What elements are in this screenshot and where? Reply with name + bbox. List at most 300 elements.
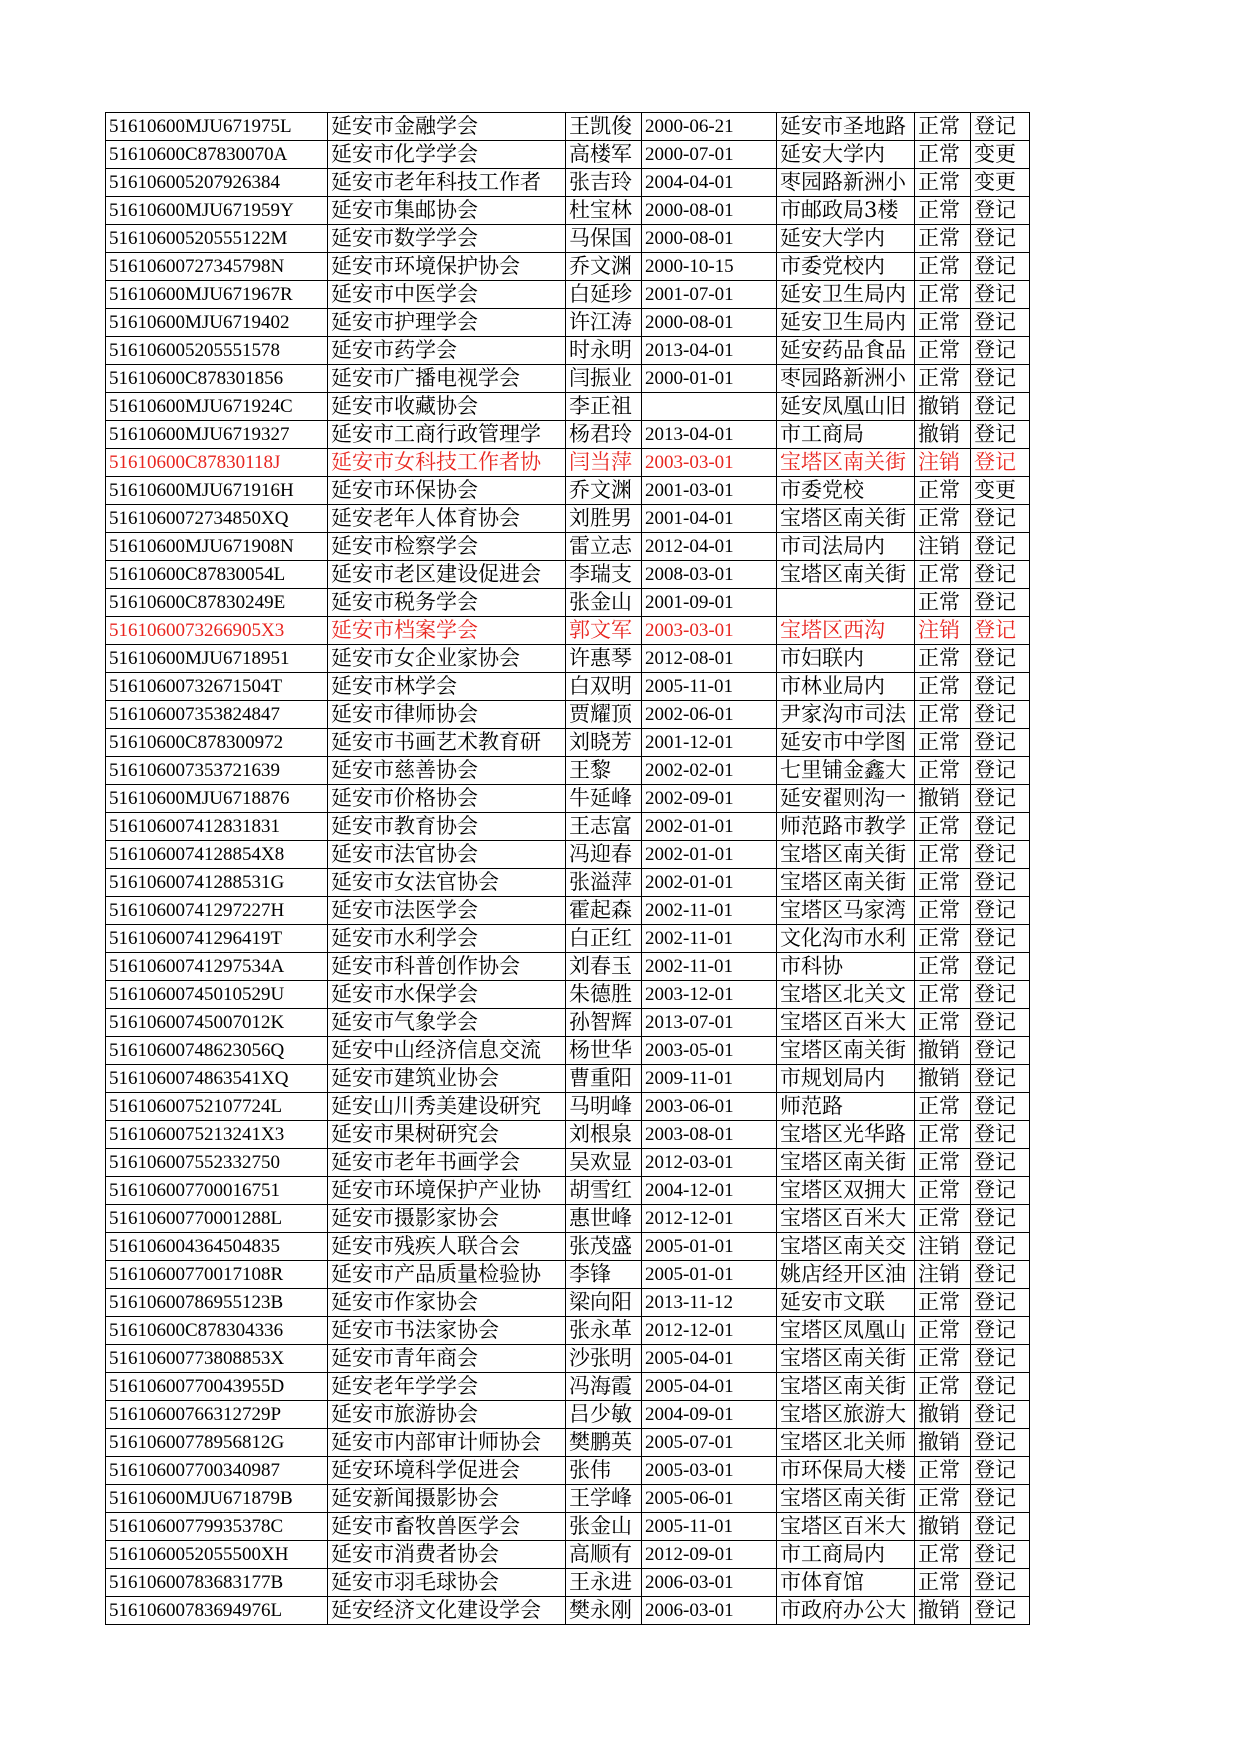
- cell-type[interactable]: 登记: [971, 1317, 1030, 1345]
- cell-date[interactable]: 2003-06-01: [642, 1093, 777, 1121]
- cell-date[interactable]: 2005-01-01: [642, 1261, 777, 1289]
- cell-person[interactable]: 白延珍: [566, 281, 642, 309]
- cell-type[interactable]: 登记: [971, 813, 1030, 841]
- cell-code[interactable]: 51610600770043955D: [106, 1373, 328, 1401]
- cell-type[interactable]: 登记: [971, 365, 1030, 393]
- cell-status[interactable]: 正常: [915, 813, 971, 841]
- cell-name[interactable]: 延安市税务学会: [328, 589, 566, 617]
- cell-person[interactable]: 王志富: [566, 813, 642, 841]
- cell-person[interactable]: 高顺有: [566, 1541, 642, 1569]
- cell-type[interactable]: 登记: [971, 757, 1030, 785]
- cell-name[interactable]: 延安市老区建设促进会: [328, 561, 566, 589]
- cell-date[interactable]: 2005-01-01: [642, 1233, 777, 1261]
- cell-address[interactable]: 市妇联内: [777, 645, 915, 673]
- cell-date[interactable]: 2003-12-01: [642, 981, 777, 1009]
- table-row[interactable]: [106, 645, 1030, 673]
- cell-person[interactable]: 张永革: [566, 1317, 642, 1345]
- cell-address[interactable]: 宝塔区北关文: [777, 981, 915, 1009]
- table-row[interactable]: [106, 1569, 1030, 1597]
- table-row[interactable]: [106, 1401, 1030, 1429]
- cell-date[interactable]: 2006-03-01: [642, 1569, 777, 1597]
- cell-code[interactable]: 51610600745007012K: [106, 1009, 328, 1037]
- cell-code[interactable]: 51610600779935378C: [106, 1513, 328, 1541]
- cell-name[interactable]: 延安环境科学促进会: [328, 1457, 566, 1485]
- cell-name[interactable]: 延安经济文化建设学会: [328, 1597, 566, 1625]
- table-row[interactable]: [106, 757, 1030, 785]
- cell-status[interactable]: 正常: [915, 561, 971, 589]
- cell-address[interactable]: 宝塔区南关街: [777, 1373, 915, 1401]
- cell-name[interactable]: 延安市女企业家协会: [328, 645, 566, 673]
- cell-person[interactable]: 孙智辉: [566, 1009, 642, 1037]
- cell-status[interactable]: 正常: [915, 1289, 971, 1317]
- cell-person[interactable]: 李瑞支: [566, 561, 642, 589]
- cell-address[interactable]: 市政府办公大: [777, 1597, 915, 1625]
- cell-date[interactable]: 2001-09-01: [642, 589, 777, 617]
- cell-date[interactable]: 2003-03-01: [642, 449, 777, 477]
- cell-code[interactable]: 51610600773808853X: [106, 1345, 328, 1373]
- cell-type[interactable]: 登记: [971, 561, 1030, 589]
- cell-code[interactable]: 516106004364504835: [106, 1233, 328, 1261]
- cell-type[interactable]: 登记: [971, 1205, 1030, 1233]
- cell-date[interactable]: 2001-04-01: [642, 505, 777, 533]
- cell-type[interactable]: 登记: [971, 225, 1030, 253]
- cell-date[interactable]: 2002-06-01: [642, 701, 777, 729]
- cell-date[interactable]: 2013-11-12: [642, 1289, 777, 1317]
- cell-status[interactable]: 正常: [915, 1205, 971, 1233]
- table-row[interactable]: [106, 673, 1030, 701]
- cell-status[interactable]: 注销: [915, 1233, 971, 1261]
- cell-status[interactable]: 正常: [915, 841, 971, 869]
- cell-name[interactable]: 延安市气象学会: [328, 1009, 566, 1037]
- cell-code[interactable]: 51610600741296419T: [106, 925, 328, 953]
- cell-status[interactable]: 撤销: [915, 1513, 971, 1541]
- cell-type[interactable]: 登记: [971, 1345, 1030, 1373]
- table-row[interactable]: [106, 589, 1030, 617]
- cell-code[interactable]: 51610600727345798N: [106, 253, 328, 281]
- cell-status[interactable]: 正常: [915, 337, 971, 365]
- cell-person[interactable]: 闫振业: [566, 365, 642, 393]
- cell-code[interactable]: 51610600MJU671908N: [106, 533, 328, 561]
- cell-type[interactable]: 登记: [971, 253, 1030, 281]
- cell-type[interactable]: 登记: [971, 1121, 1030, 1149]
- cell-address[interactable]: 延安卫生局内: [777, 309, 915, 337]
- cell-address[interactable]: 延安凤凰山旧: [777, 393, 915, 421]
- cell-status[interactable]: 撤销: [915, 1429, 971, 1457]
- cell-type[interactable]: 登记: [971, 617, 1030, 645]
- cell-status[interactable]: 正常: [915, 897, 971, 925]
- cell-address[interactable]: 师范路: [777, 1093, 915, 1121]
- cell-person[interactable]: 张茂盛: [566, 1233, 642, 1261]
- table-row[interactable]: [106, 253, 1030, 281]
- cell-person[interactable]: 牛延峰: [566, 785, 642, 813]
- cell-code[interactable]: 516106007700016751: [106, 1177, 328, 1205]
- cell-address[interactable]: 宝塔区双拥大: [777, 1177, 915, 1205]
- cell-person[interactable]: 王学峰: [566, 1485, 642, 1513]
- cell-date[interactable]: 2002-11-01: [642, 897, 777, 925]
- table-row[interactable]: [106, 141, 1030, 169]
- cell-person[interactable]: 王凯俊: [566, 113, 642, 141]
- cell-date[interactable]: 2003-08-01: [642, 1121, 777, 1149]
- cell-name[interactable]: 延安市检察学会: [328, 533, 566, 561]
- cell-type[interactable]: 登记: [971, 113, 1030, 141]
- table-row[interactable]: [106, 869, 1030, 897]
- cell-name[interactable]: 延安市法官协会: [328, 841, 566, 869]
- cell-address[interactable]: 市环保局大楼: [777, 1457, 915, 1485]
- cell-status[interactable]: 注销: [915, 449, 971, 477]
- table-row[interactable]: [106, 1429, 1030, 1457]
- cell-date[interactable]: 2005-11-01: [642, 1513, 777, 1541]
- table-row[interactable]: [106, 729, 1030, 757]
- cell-address[interactable]: 延安药品食品: [777, 337, 915, 365]
- cell-person[interactable]: 王黎: [566, 757, 642, 785]
- cell-person[interactable]: 许江涛: [566, 309, 642, 337]
- cell-status[interactable]: 正常: [915, 953, 971, 981]
- table-row[interactable]: [106, 1261, 1030, 1289]
- cell-address[interactable]: 宝塔区百米大: [777, 1009, 915, 1037]
- cell-date[interactable]: 2002-11-01: [642, 925, 777, 953]
- cell-code[interactable]: 51610600766312729P: [106, 1401, 328, 1429]
- cell-status[interactable]: 正常: [915, 253, 971, 281]
- cell-person[interactable]: 白正红: [566, 925, 642, 953]
- cell-person[interactable]: 霍起森: [566, 897, 642, 925]
- cell-type[interactable]: 登记: [971, 1009, 1030, 1037]
- cell-person[interactable]: 曹重阳: [566, 1065, 642, 1093]
- cell-person[interactable]: 白双明: [566, 673, 642, 701]
- cell-type[interactable]: 登记: [971, 1401, 1030, 1429]
- cell-person[interactable]: 胡雪红: [566, 1177, 642, 1205]
- cell-date[interactable]: 2000-08-01: [642, 225, 777, 253]
- cell-name[interactable]: 延安市慈善协会: [328, 757, 566, 785]
- cell-address[interactable]: 延安市中学图: [777, 729, 915, 757]
- cell-address[interactable]: 宝塔区南关交: [777, 1233, 915, 1261]
- cell-name[interactable]: 延安中山经济信息交流: [328, 1037, 566, 1065]
- cell-address[interactable]: 延安市文联: [777, 1289, 915, 1317]
- table-row[interactable]: [106, 841, 1030, 869]
- table-row[interactable]: [106, 309, 1030, 337]
- cell-date[interactable]: 2001-07-01: [642, 281, 777, 309]
- cell-date[interactable]: 2009-11-01: [642, 1065, 777, 1093]
- table-row[interactable]: [106, 1485, 1030, 1513]
- cell-address[interactable]: 宝塔区南关街: [777, 1037, 915, 1065]
- cell-code[interactable]: 51610600732671504T: [106, 673, 328, 701]
- cell-type[interactable]: 登记: [971, 1569, 1030, 1597]
- cell-person[interactable]: 刘根泉: [566, 1121, 642, 1149]
- cell-name[interactable]: 延安老年学学会: [328, 1373, 566, 1401]
- table-row[interactable]: [106, 813, 1030, 841]
- cell-address[interactable]: 延安翟则沟一: [777, 785, 915, 813]
- cell-type[interactable]: 登记: [971, 925, 1030, 953]
- cell-address[interactable]: 宝塔区光华路: [777, 1121, 915, 1149]
- cell-address[interactable]: 师范路市教学: [777, 813, 915, 841]
- table-row[interactable]: [106, 1317, 1030, 1345]
- cell-address[interactable]: 枣园路新洲小: [777, 365, 915, 393]
- cell-type[interactable]: 登记: [971, 1429, 1030, 1457]
- table-row[interactable]: [106, 505, 1030, 533]
- cell-date[interactable]: 2012-04-01: [642, 533, 777, 561]
- cell-code[interactable]: 51610600783694976L: [106, 1597, 328, 1625]
- cell-status[interactable]: 正常: [915, 1541, 971, 1569]
- cell-date[interactable]: 2013-04-01: [642, 337, 777, 365]
- table-row[interactable]: [106, 169, 1030, 197]
- cell-date[interactable]: 2012-09-01: [642, 1541, 777, 1569]
- cell-name[interactable]: 延安市广播电视学会: [328, 365, 566, 393]
- cell-date[interactable]: 2001-12-01: [642, 729, 777, 757]
- table-row[interactable]: [106, 617, 1030, 645]
- cell-person[interactable]: 杨君玲: [566, 421, 642, 449]
- cell-code[interactable]: 51610600745010529U: [106, 981, 328, 1009]
- cell-code[interactable]: 516106005207926384: [106, 169, 328, 197]
- cell-type[interactable]: 登记: [971, 197, 1030, 225]
- table-row[interactable]: [106, 1121, 1030, 1149]
- cell-date[interactable]: 2002-01-01: [642, 869, 777, 897]
- table-row[interactable]: [106, 449, 1030, 477]
- cell-status[interactable]: 正常: [915, 281, 971, 309]
- cell-code[interactable]: 5161060072734850XQ: [106, 505, 328, 533]
- cell-code[interactable]: 51610600786955123B: [106, 1289, 328, 1317]
- cell-date[interactable]: 2005-11-01: [642, 673, 777, 701]
- cell-date[interactable]: 2012-12-01: [642, 1317, 777, 1345]
- cell-status[interactable]: 正常: [915, 197, 971, 225]
- cell-code[interactable]: 51610600MJU671916H: [106, 477, 328, 505]
- cell-address[interactable]: 宝塔区百米大: [777, 1513, 915, 1541]
- cell-address[interactable]: 姚店经开区油: [777, 1261, 915, 1289]
- cell-address[interactable]: 文化沟市水利: [777, 925, 915, 953]
- cell-code[interactable]: 51610600MJU6719402: [106, 309, 328, 337]
- cell-person[interactable]: 惠世峰: [566, 1205, 642, 1233]
- cell-code[interactable]: 51610600MJU6719327: [106, 421, 328, 449]
- cell-status[interactable]: 正常: [915, 309, 971, 337]
- cell-date[interactable]: 2008-03-01: [642, 561, 777, 589]
- cell-person[interactable]: 樊鹏英: [566, 1429, 642, 1457]
- cell-name[interactable]: 延安市环境保护协会: [328, 253, 566, 281]
- cell-name[interactable]: 延安市书法家协会: [328, 1317, 566, 1345]
- cell-date[interactable]: 2013-04-01: [642, 421, 777, 449]
- cell-date[interactable]: 2005-04-01: [642, 1373, 777, 1401]
- cell-code[interactable]: 5161060052055500XH: [106, 1541, 328, 1569]
- cell-code[interactable]: 51610600C87830054L: [106, 561, 328, 589]
- cell-status[interactable]: 正常: [915, 477, 971, 505]
- cell-person[interactable]: 沙张明: [566, 1345, 642, 1373]
- cell-address[interactable]: [777, 589, 915, 617]
- cell-person[interactable]: 马明峰: [566, 1093, 642, 1121]
- cell-type[interactable]: 登记: [971, 869, 1030, 897]
- cell-date[interactable]: 2012-08-01: [642, 645, 777, 673]
- cell-person[interactable]: 杜宝林: [566, 197, 642, 225]
- cell-status[interactable]: 正常: [915, 1093, 971, 1121]
- cell-status[interactable]: 正常: [915, 869, 971, 897]
- cell-name[interactable]: 延安老年人体育协会: [328, 505, 566, 533]
- cell-name[interactable]: 延安市摄影家协会: [328, 1205, 566, 1233]
- cell-address[interactable]: 七里铺金鑫大: [777, 757, 915, 785]
- table-row[interactable]: [106, 393, 1030, 421]
- cell-code[interactable]: 51610600778956812G: [106, 1429, 328, 1457]
- cell-status[interactable]: 正常: [915, 589, 971, 617]
- table-row[interactable]: [106, 925, 1030, 953]
- cell-address[interactable]: 延安市圣地路: [777, 113, 915, 141]
- cell-date[interactable]: 2005-04-01: [642, 1345, 777, 1373]
- table-row[interactable]: [106, 1289, 1030, 1317]
- cell-name[interactable]: 延安市药学会: [328, 337, 566, 365]
- cell-code[interactable]: 51610600741297227H: [106, 897, 328, 925]
- cell-status[interactable]: 正常: [915, 1121, 971, 1149]
- cell-person[interactable]: 张金山: [566, 1513, 642, 1541]
- cell-type[interactable]: 登记: [971, 981, 1030, 1009]
- cell-date[interactable]: 2013-07-01: [642, 1009, 777, 1037]
- cell-date[interactable]: 2004-04-01: [642, 169, 777, 197]
- table-row[interactable]: [106, 197, 1030, 225]
- cell-person[interactable]: 闫当萍: [566, 449, 642, 477]
- cell-type[interactable]: 登记: [971, 701, 1030, 729]
- cell-type[interactable]: 登记: [971, 1149, 1030, 1177]
- cell-date[interactable]: [642, 393, 777, 421]
- cell-status[interactable]: 正常: [915, 729, 971, 757]
- cell-date[interactable]: 2005-06-01: [642, 1485, 777, 1513]
- cell-address[interactable]: 市司法局内: [777, 533, 915, 561]
- cell-status[interactable]: 正常: [915, 1009, 971, 1037]
- cell-status[interactable]: 正常: [915, 925, 971, 953]
- table-row[interactable]: [106, 1541, 1030, 1569]
- cell-code[interactable]: 516106007700340987: [106, 1457, 328, 1485]
- cell-address[interactable]: 市体育馆: [777, 1569, 915, 1597]
- cell-person[interactable]: 高楼军: [566, 141, 642, 169]
- table-row[interactable]: [106, 561, 1030, 589]
- cell-code[interactable]: 51610600752107724L: [106, 1093, 328, 1121]
- cell-code[interactable]: 51610600741288531G: [106, 869, 328, 897]
- cell-type[interactable]: 登记: [971, 841, 1030, 869]
- cell-address[interactable]: 宝塔区南关街: [777, 869, 915, 897]
- cell-status[interactable]: 正常: [915, 701, 971, 729]
- cell-person[interactable]: 吕少敏: [566, 1401, 642, 1429]
- cell-person[interactable]: 雷立志: [566, 533, 642, 561]
- cell-status[interactable]: 撤销: [915, 785, 971, 813]
- table-row[interactable]: [106, 1009, 1030, 1037]
- cell-name[interactable]: 延安市法医学会: [328, 897, 566, 925]
- cell-name[interactable]: 延安市消费者协会: [328, 1541, 566, 1569]
- cell-status[interactable]: 正常: [915, 505, 971, 533]
- cell-date[interactable]: 2002-02-01: [642, 757, 777, 785]
- cell-date[interactable]: 2002-11-01: [642, 953, 777, 981]
- cell-address[interactable]: 市规划局内: [777, 1065, 915, 1093]
- cell-type[interactable]: 登记: [971, 729, 1030, 757]
- cell-code[interactable]: 5161060075213241X3: [106, 1121, 328, 1149]
- table-row[interactable]: [106, 365, 1030, 393]
- cell-status[interactable]: 注销: [915, 617, 971, 645]
- cell-type[interactable]: 登记: [971, 897, 1030, 925]
- cell-address[interactable]: 宝塔区南关街: [777, 1149, 915, 1177]
- table-row[interactable]: [106, 1037, 1030, 1065]
- cell-type[interactable]: 登记: [971, 953, 1030, 981]
- table-row[interactable]: [106, 225, 1030, 253]
- cell-type[interactable]: 登记: [971, 1093, 1030, 1121]
- table-row[interactable]: [106, 281, 1030, 309]
- cell-name[interactable]: 延安市金融学会: [328, 113, 566, 141]
- cell-code[interactable]: 516106007412831831: [106, 813, 328, 841]
- table-row[interactable]: [106, 113, 1030, 141]
- cell-type[interactable]: 登记: [971, 1373, 1030, 1401]
- table-row[interactable]: [106, 477, 1030, 505]
- cell-name[interactable]: 延安市产品质量检验协: [328, 1261, 566, 1289]
- cell-address[interactable]: 宝塔区北关师: [777, 1429, 915, 1457]
- cell-name[interactable]: 延安市档案学会: [328, 617, 566, 645]
- cell-status[interactable]: 注销: [915, 1261, 971, 1289]
- cell-name[interactable]: 延安市中医学会: [328, 281, 566, 309]
- cell-name[interactable]: 延安市律师协会: [328, 701, 566, 729]
- cell-name[interactable]: 延安市科普创作协会: [328, 953, 566, 981]
- cell-person[interactable]: 乔文渊: [566, 253, 642, 281]
- cell-code[interactable]: 5161060074128854X8: [106, 841, 328, 869]
- cell-address[interactable]: 宝塔区旅游大: [777, 1401, 915, 1429]
- table-row[interactable]: [106, 953, 1030, 981]
- cell-address[interactable]: 市工商局内: [777, 1541, 915, 1569]
- cell-date[interactable]: 2004-09-01: [642, 1401, 777, 1429]
- cell-code[interactable]: 51610600MJU6718951: [106, 645, 328, 673]
- cell-type[interactable]: 登记: [971, 1597, 1030, 1625]
- table-row[interactable]: [106, 1513, 1030, 1541]
- cell-type[interactable]: 变更: [971, 141, 1030, 169]
- cell-date[interactable]: 2000-07-01: [642, 141, 777, 169]
- cell-address[interactable]: 宝塔区南关街: [777, 561, 915, 589]
- table-row[interactable]: [106, 785, 1030, 813]
- table-row[interactable]: [106, 1205, 1030, 1233]
- cell-type[interactable]: 登记: [971, 1233, 1030, 1261]
- cell-type[interactable]: 登记: [971, 1541, 1030, 1569]
- cell-person[interactable]: 冯迎春: [566, 841, 642, 869]
- cell-person[interactable]: 冯海霞: [566, 1373, 642, 1401]
- cell-code[interactable]: 51610600C87830249E: [106, 589, 328, 617]
- cell-status[interactable]: 正常: [915, 1345, 971, 1373]
- cell-name[interactable]: 延安市水利学会: [328, 925, 566, 953]
- cell-person[interactable]: 梁向阳: [566, 1289, 642, 1317]
- cell-type[interactable]: 登记: [971, 449, 1030, 477]
- cell-person[interactable]: 杨世华: [566, 1037, 642, 1065]
- cell-date[interactable]: 2002-01-01: [642, 841, 777, 869]
- cell-type[interactable]: 登记: [971, 1457, 1030, 1485]
- cell-type[interactable]: 登记: [971, 505, 1030, 533]
- table-row[interactable]: [106, 701, 1030, 729]
- cell-type[interactable]: 登记: [971, 785, 1030, 813]
- cell-code[interactable]: 51610600C878304336: [106, 1317, 328, 1345]
- cell-name[interactable]: 延安市果树研究会: [328, 1121, 566, 1149]
- cell-status[interactable]: 撤销: [915, 1597, 971, 1625]
- cell-person[interactable]: 贾耀顶: [566, 701, 642, 729]
- cell-name[interactable]: 延安市护理学会: [328, 309, 566, 337]
- table-row[interactable]: [106, 421, 1030, 449]
- cell-status[interactable]: 正常: [915, 1177, 971, 1205]
- cell-name[interactable]: 延安山川秀美建设研究: [328, 1093, 566, 1121]
- cell-person[interactable]: 张溢萍: [566, 869, 642, 897]
- table-row[interactable]: [106, 1233, 1030, 1261]
- cell-person[interactable]: 张伟: [566, 1457, 642, 1485]
- cell-person[interactable]: 王永进: [566, 1569, 642, 1597]
- cell-address[interactable]: 延安大学内: [777, 225, 915, 253]
- cell-name[interactable]: 延安市羽毛球协会: [328, 1569, 566, 1597]
- cell-address[interactable]: 市科协: [777, 953, 915, 981]
- cell-code[interactable]: 51610600C878301856: [106, 365, 328, 393]
- cell-code[interactable]: 51610600MJU671959Y: [106, 197, 328, 225]
- cell-status[interactable]: 正常: [915, 645, 971, 673]
- cell-type[interactable]: 登记: [971, 645, 1030, 673]
- cell-type[interactable]: 登记: [971, 1065, 1030, 1093]
- table-row[interactable]: [106, 337, 1030, 365]
- cell-name[interactable]: 延安市环保协会: [328, 477, 566, 505]
- table-row[interactable]: [106, 1177, 1030, 1205]
- cell-name[interactable]: 延安市化学学会: [328, 141, 566, 169]
- cell-address[interactable]: 宝塔区百米大: [777, 1205, 915, 1233]
- cell-address[interactable]: 市委党校: [777, 477, 915, 505]
- cell-date[interactable]: 2000-06-21: [642, 113, 777, 141]
- cell-person[interactable]: 张金山: [566, 589, 642, 617]
- cell-code[interactable]: 516106007353721639: [106, 757, 328, 785]
